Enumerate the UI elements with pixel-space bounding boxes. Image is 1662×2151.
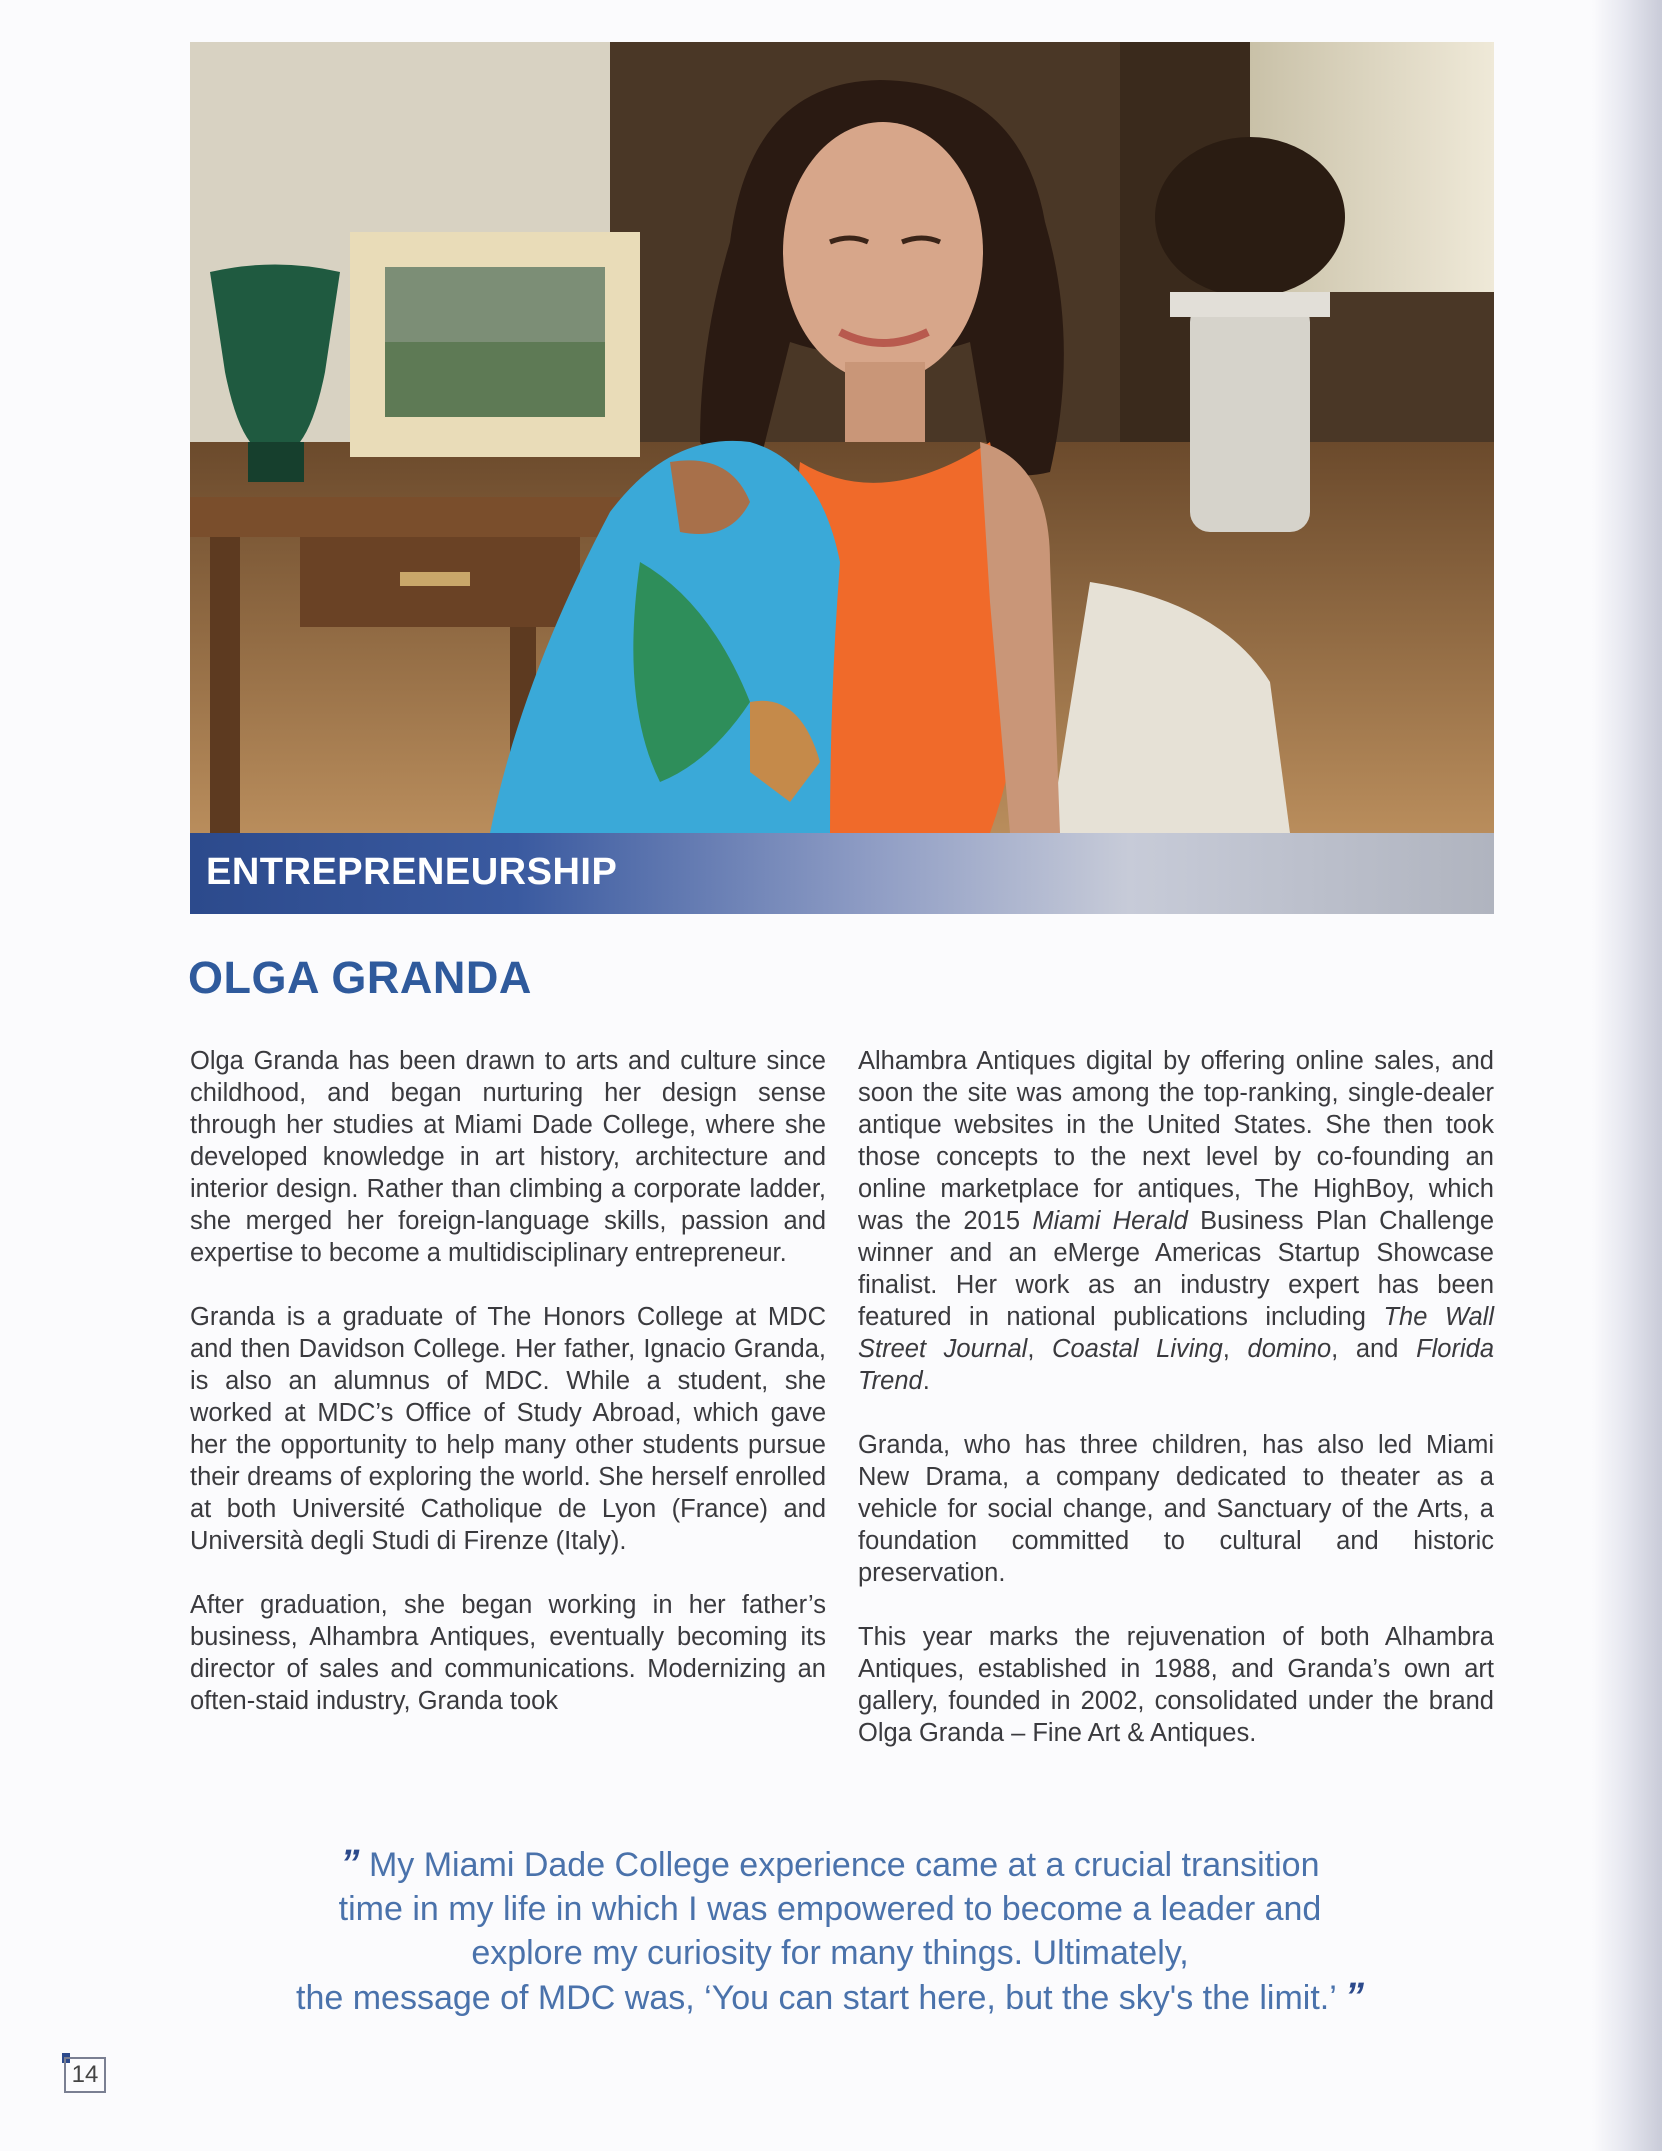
close-quote-mark-icon: ” [1345, 1976, 1364, 2018]
publication-miami-herald: Miami Herald [1032, 1207, 1188, 1235]
quote-text-line-4: the message of MDC was, ‘You can start here, but the sky's the limit.’ [296, 1979, 1336, 2017]
publication-coastal-living: Coastal Living [1052, 1335, 1223, 1363]
article-column-right [858, 1045, 1494, 1749]
text-run: , [1027, 1335, 1053, 1363]
quote-line-4 [200, 1975, 1460, 2020]
quote-text-line-2: time in my life in which I was empowered to become a leader and [338, 1890, 1322, 1928]
text-run: . [922, 1367, 930, 1395]
publication-wsj: The Wall Street Journal [858, 1303, 1494, 1363]
quote-line-1 [200, 1842, 1460, 1887]
paragraph-intro: Olga Granda has been drawn to arts and culture since childhood, and began nurturing her design sense through her studies at Miami Dade College, where she developed knowledge in art history, architecture and interior design. Rather than climbing a corporate ladder, she merged her foreign-language skills, passion and expertise to become a multidisciplinary entrepreneur. [190, 1047, 826, 1267]
category-banner [190, 833, 1494, 914]
portrait-illustration [190, 42, 1494, 833]
paragraph-digital [858, 1045, 1494, 1397]
page-number: 14 [64, 2057, 106, 2093]
category-label: ENTREPRENEURSHIP [206, 851, 618, 893]
paragraph-education: Granda is a graduate of The Honors College at MDC and then Davidson College. Her father, Ignacio Granda, is also an alumnus of MDC. While a student, she worked at MDC’s Office of Study Abroad, which gave her the opportunity to help many other students pursue their dreams of exploring the world. She herself enrolled at both Université Catholique de Lyon (France) and Università degli Studi di Firenze (Italy). [190, 1303, 826, 1555]
publication-domino: domino [1247, 1335, 1332, 1363]
paragraph-career-start: After graduation, she began working in her father’s business, Alhambra Antiques, eventually becoming its director of sales and communications. Modernizing an often-staid industry, Granda took [190, 1591, 826, 1715]
page-edge-shadow [1592, 0, 1662, 2151]
text-run: Alhambra Antiques digital by offering online sales, and soon the site was among the top-ranking, single-dealer antique websites in the United States. She then took those concepts to the next level by co-founding an online marketplace for antiques, The HighBoy, which was the 2015 [858, 1047, 1494, 1235]
quote-text-line-1: My Miami Dade College experience came at a crucial transition [368, 1846, 1320, 1884]
portrait-photo [190, 42, 1494, 833]
paragraph-rejuvenation: This year marks the rejuvenation of both Alhambra Antiques, established in 1988, and Granda’s own art gallery, founded in 2002, consolidated under the brand Olga Granda – Fine Art & Antiques. [858, 1623, 1494, 1747]
text-run: , and [1331, 1335, 1417, 1363]
text-run: , [1222, 1335, 1248, 1363]
quote-text-line-3: explore my curiosity for many things. Ultimately, [471, 1934, 1189, 1972]
pull-quote [200, 1842, 1460, 2020]
paragraph-family: Granda, who has three children, has also led Miami New Drama, a company dedicated to theater as a vehicle for social change, and Sanctuary of the Arts, a foundation committed to cultural and historic preservation. [858, 1431, 1494, 1587]
text-run: Business Plan Challenge winner and an eMerge Americas Startup Showcase finalist. Her work as an industry expert has been featured in national publications including [858, 1207, 1494, 1331]
article-column-left [190, 1045, 826, 1717]
profile-name-heading: OLGA GRANDA [188, 952, 532, 1003]
open-quote-mark-icon: ” [340, 1843, 360, 1885]
publication-florida-trend: Florida Trend [858, 1335, 1495, 1395]
